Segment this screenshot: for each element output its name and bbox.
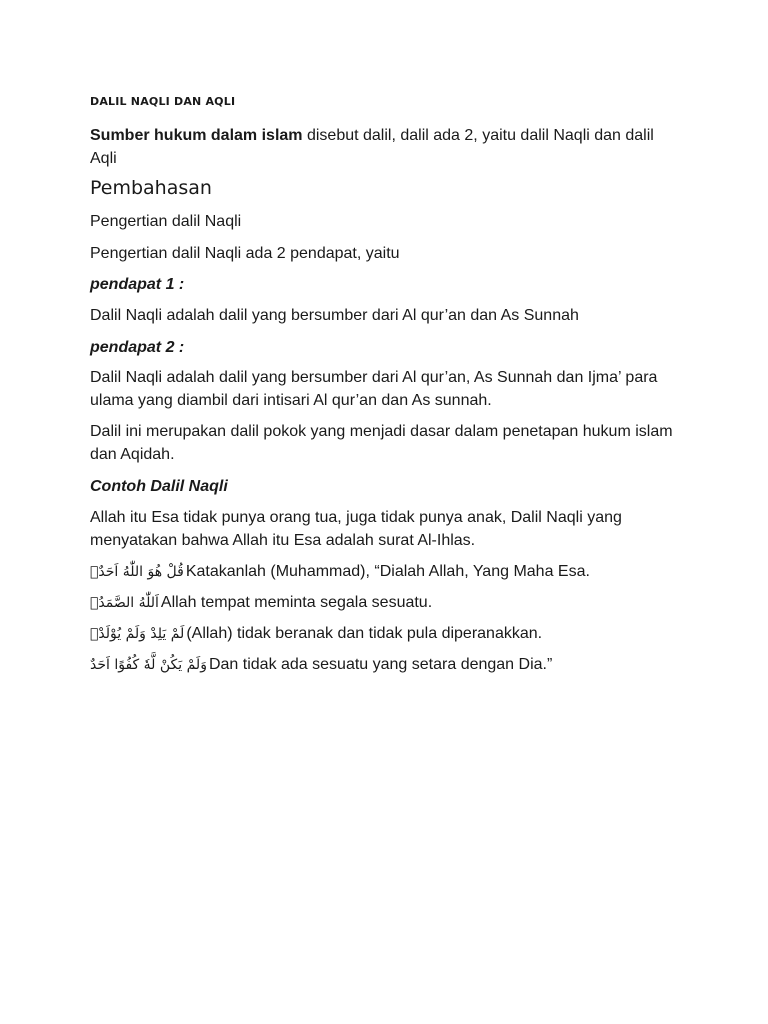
intro-rest-text: disebut dalil, dalil ada 2, yaitu dalil Naqli dan dalil Aqli	[90, 127, 654, 167]
ayah-4	[90, 653, 680, 677]
pendapat-2-text: Dalil Naqli adalah dalil yang bersumber dari Al qur’an, As Sunnah dan Ijma’ para ulama yang diambil dari intisari Al qur’an dan As sunnah.	[90, 369, 658, 409]
ayah-4-translation: Dan tidak ada sesuatu yang setara dengan Dia.”	[208, 656, 553, 673]
ayah-1-arabic: قُلْ هُوَ اللّٰهُ اَحَدٌۚ	[90, 564, 184, 580]
document-title: DALIL NAQLI DAN AQLI	[90, 95, 236, 108]
ayah-3	[90, 622, 680, 646]
ayah-3-translation: (Allah) tidak beranak dan tidak pula diperanakkan.	[186, 625, 543, 642]
pendapat-1-text: Dalil Naqli adalah dalil yang bersumber dari Al qur’an dan As Sunnah	[90, 307, 579, 324]
ayah-2-translation: Allah tempat meminta segala sesuatu.	[160, 594, 433, 611]
ayah-2-arabic: اَللّٰهُ الصَّمَدُۚ	[90, 595, 159, 611]
section-heading: Pembahasan	[90, 177, 212, 199]
pengertian-paragraph: Pengertian dalil Naqli	[90, 213, 242, 230]
ayah-1-translation: Katakanlah (Muhammad), “Dialah Allah, Yang Maha Esa.	[185, 563, 590, 580]
contoh-paragraph: Allah itu Esa tidak punya orang tua, juga tidak punya anak, Dalil Naqli yang menyatakan bahwa Allah itu Esa adalah surat Al-Ihlas.	[90, 509, 622, 549]
pengertian-2-paragraph: Pengertian dalil Naqli ada 2 pendapat, yaitu	[90, 245, 400, 262]
contoh-label: Contoh Dalil Naqli	[90, 478, 228, 495]
pendapat-1-label: pendapat 1 :	[90, 276, 185, 293]
ayah-2	[90, 591, 680, 615]
intro-bold-text: Sumber hukum dalam islam	[90, 127, 303, 144]
pendapat-2-label: pendapat 2 :	[90, 339, 185, 356]
ayah-1	[90, 560, 680, 584]
intro-paragraph	[90, 124, 680, 170]
dalil-pokok-paragraph: Dalil ini merupakan dalil pokok yang menjadi dasar dalam penetapan hukum islam dan Aqidah.	[90, 423, 673, 463]
ayah-4-arabic: وَلَمْ يَكُنْ لَّهٗ كُفُوًا اَحَدٌ	[90, 657, 207, 673]
ayah-3-arabic: لَمْ يَلِدْ وَلَمْ يُوْلَدْۙ	[90, 626, 185, 642]
